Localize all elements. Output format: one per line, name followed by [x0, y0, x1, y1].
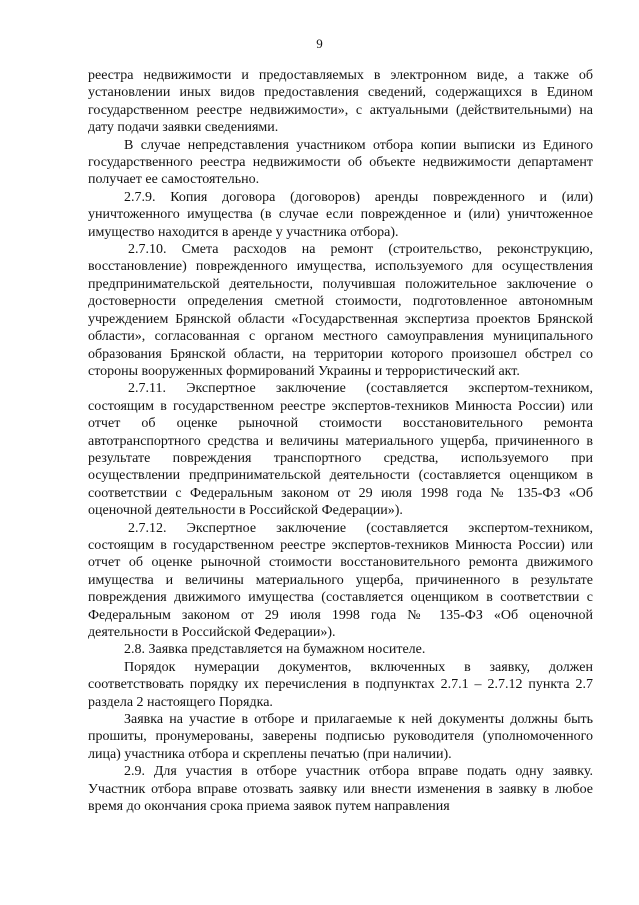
paragraph-continuation: реестра недвижимости и предоставляемых в электронном виде, а также об установлении иных видов предоставления сведений, содержащихся в Едином государственном реестре недвижимости», с актуальными (действительными) на дату подачи заявки сведениями. [88, 68, 593, 136]
paragraph-egrn-note: В случае непредставления участником отбора копии выписки из Единого государственного реестра недвижимости об объекте недвижимости департамент получает ее самостоятельно. [88, 137, 593, 188]
paragraph-2-8: 2.8. Заявка представляется на бумажном носителе. [124, 642, 426, 658]
paragraph-numbering-order: Порядок нумерации документов, включенных в заявку, должен соответствовать порядку их перечисления в подпунктах 2.7.1 – 2.7.12 пункта 2.7 раздела 2 настоящего Порядка. [88, 659, 593, 710]
paragraph-2-7-9: 2.7.9. Копия договора (договоров) аренды поврежденного и (или) уничтоженного имущества (в случае если поврежденное и (или) уничтоженное имущество находится в аренде у участника отбора). [88, 189, 593, 240]
paragraph-2-7-12: 2.7.12. Экспертное заключение (составляется экспертом-техником, состоящим в государственном реестре экспертов-техников Минюста России) или отчет об оценке рыночной стоимости восстановительного ремонта движимого имущества и величины материального ущерба, причиненного в результате повреждения движимого имущества (составляется оценщиком в соответствии с Федеральным законом от 29 июля 1998 года № 135-ФЗ «Об оценочной деятельности в Российской Федерации»). [88, 520, 593, 640]
paragraph-2-9: 2.9. Для участия в отборе участник отбора вправе подать одну заявку. Участник отбора вправе отозвать заявку или внести изменения в заявку в любое время до окончания срока приема заявок путем направления [88, 764, 593, 815]
document-body [88, 67, 593, 815]
page-number: 9 [316, 36, 323, 51]
paragraph-2-7-11: 2.7.11. Экспертное заключение (составляется экспертом-техником, состоящим в государственном реестре экспертов-техников Минюста России) или отчет об оценке рыночной стоимости восстановительного ремонта автотранспортного средства и величины материального ущерба, причиненного в результате повреждения транспортного средства, используемого при осуществлении предпринимательской деятельности (составляется оценщиком в соответствии с Федеральным законом от 29 июля 1998 года № 135-ФЗ «Об оценочной деятельности в Российской Федерации»). [88, 381, 593, 519]
paragraph-binding-requirements: Заявка на участие в отборе и прилагаемые к ней документы должны быть прошиты, пронумерованы, заверены подписью руководителя (уполномоченного лица) участника отбора и скреплены печатью (при наличии). [88, 712, 593, 762]
paragraph-2-7-10: 2.7.10. Смета расходов на ремонт (строительство, реконструкцию, восстановление) поврежденного имущества, используемого для осуществления предпринимательской деятельности, получившая положительное заключение о достоверности определения сметной стоимости, подготовленное автономным учреждением Брянской области «Государственная экспертиза проектов Брянской области», согласованная с органом местного самоуправления муниципального образования Брянской области, на территории которого произошел обстрел со стороны вооруженных формирований Украины и террористический акт. [88, 242, 593, 379]
